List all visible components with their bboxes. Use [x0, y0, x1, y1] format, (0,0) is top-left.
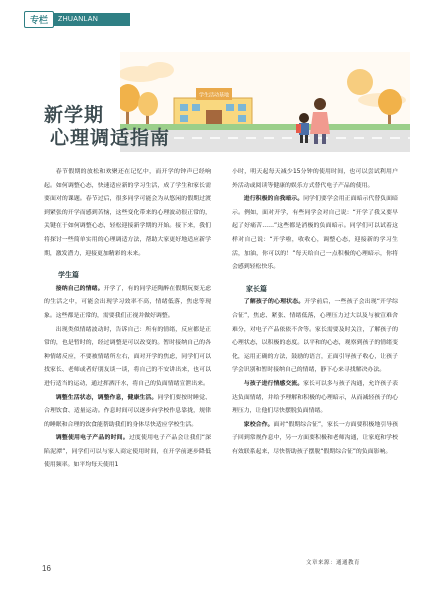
paragraph: [232, 193, 398, 275]
paragraph-lead: 与孩子进行情感交流。: [243, 380, 304, 387]
school-sign: 学生活动基地: [198, 92, 230, 99]
paragraph: [232, 378, 398, 419]
section-heading-students: 学生篇: [58, 271, 79, 280]
paragraph-lead: 家校合作。: [243, 421, 274, 428]
page-number: 16: [42, 564, 51, 573]
paragraph: 出现类似情绪波动时，告诉自己：所有的情绪，反应都是正常的，也是暂时的，经过调整是可以改变的。暂时接纳自己的各种情绪反应，不要被情绪所左右，面对开学的焦虑，同学们可以找家长、老师或者好朋友谈一谈，将自己的不安讲出来，也可以进行适当的运动，通过挥洒汗水，将自己的负面情绪宣泄出来。: [44, 326, 211, 387]
paragraph-lead: 调整使用电子产品的时间。: [55, 435, 129, 442]
intro-paragraph: 春节假期的放松和欢聚还在记忆中，而开学的钟声已经响起。如何调整心态，快速适应新的学习生活，成了学生和家长需要面对的课题。春节过后，很多同学可能会为从悠闲的假期过渡到紧张的开学而感到苦恼，这些变化带来的心理波动很正常的，关键在于如何调整心态，轻松迎接新学期的开始。接下来，我们将探讨一些简单实用的心理调适方法，帮助大家更好地适应新学期，激发潜力，迎接更加精彩的未来。: [44, 169, 211, 257]
section-heading-parents: 家长篇: [246, 284, 267, 293]
column-tag: 专栏: [24, 11, 54, 28]
paragraph-text: 过度使用电子产品会让我们“深陷泥潭”，同学们可以与家人商定使用时间，在开学前逐步降低使用频率。如平均每天使用1: [44, 435, 211, 469]
paragraph: [232, 296, 398, 378]
column-tag-pinyin: ZHUANLAN: [54, 13, 130, 26]
paragraph: [44, 432, 211, 473]
paragraph-lead: 调整生活状态，调整作息，健康生活。: [55, 394, 158, 401]
paragraph: [232, 419, 398, 460]
paragraph-text: 开学了，有的同学还陶醉在假期玩耍无虑的生活之中，可能会出现学习效率不高，情绪低落，焦虑等现象。这些都是正常的，需要我们正视并做好调整。: [44, 285, 212, 319]
paragraph: [44, 283, 211, 324]
paragraph-text: 同学们要按时睡觉、合理饮食、适量运动。作息时间可以逐步向学校作息靠拢，规律的睡眠和合理的饮食能帮助我们的身体尽快适应学校生活。: [44, 394, 212, 428]
right-column: [232, 166, 398, 459]
paragraph-text: 开学前后，一些孩子会出现“开学综合征”，焦虑、紧张、情绪低落，心理压力过大以及与被宣难舍难分，对电子产品依依不舍等。家长需要及时关注，了解孩子的心理状态，以积极的态度。以平和的心态，观察到孩子的情绪变化，运用正确的方法，鼓励的语言，正面引导孩子收心，让孩子学会识别和暂时接纳自己的情绪，静下心来寻找解决办法。: [232, 299, 399, 374]
paragraph-text: 面对“假期综合征”，家长一方面要积极地引导孩子回到常规作息中，另一方面要积极和老师沟通，让家庭和学校有效联系起来，尽快帮助孩子摆脱“假期综合征”的负面影响。: [232, 421, 399, 455]
paragraph: 小时，明天起每天减少15分钟的使用时间，也可以尝试利用户外活动或阅读等健康的娱乐方式替代电子产品的使用。: [232, 169, 398, 189]
paragraph-lead: 了解孩子的心理状态。: [243, 299, 305, 306]
sun-icon: [347, 69, 373, 95]
article-source: 文章来源：通通教育: [306, 560, 361, 566]
paragraph: [44, 392, 211, 433]
paragraph-text: 同学们要学会用正面暗示代替负面暗示。例如，面对开学，有些同学会对自己说：“开学了我又要早起了好痛苦……”这些都是消极的负面暗示。同学们可以试着这样对自己说：“开学啦，收收心，调整心态，迎接新的学习生活，加油，你可以的！”每天给自己一点积极的心理暗示，你将会感到轻松快乐。: [232, 196, 399, 271]
paragraph-lead: 进行积极的自我暗示。: [243, 196, 304, 203]
article-title-line2: 心理调适指南: [50, 127, 171, 149]
paragraph-lead: 接纳自己的情绪。: [55, 285, 104, 292]
left-column: [44, 166, 211, 473]
paragraph-text: 家长可以多与孩子沟通，允许孩子表达负面情绪，并给予理解和积极的心理暗示，从而减轻孩子的心理压力，让他们尽快摆脱负面情绪。: [232, 380, 399, 415]
article-title-line1: 新学期: [44, 104, 105, 126]
